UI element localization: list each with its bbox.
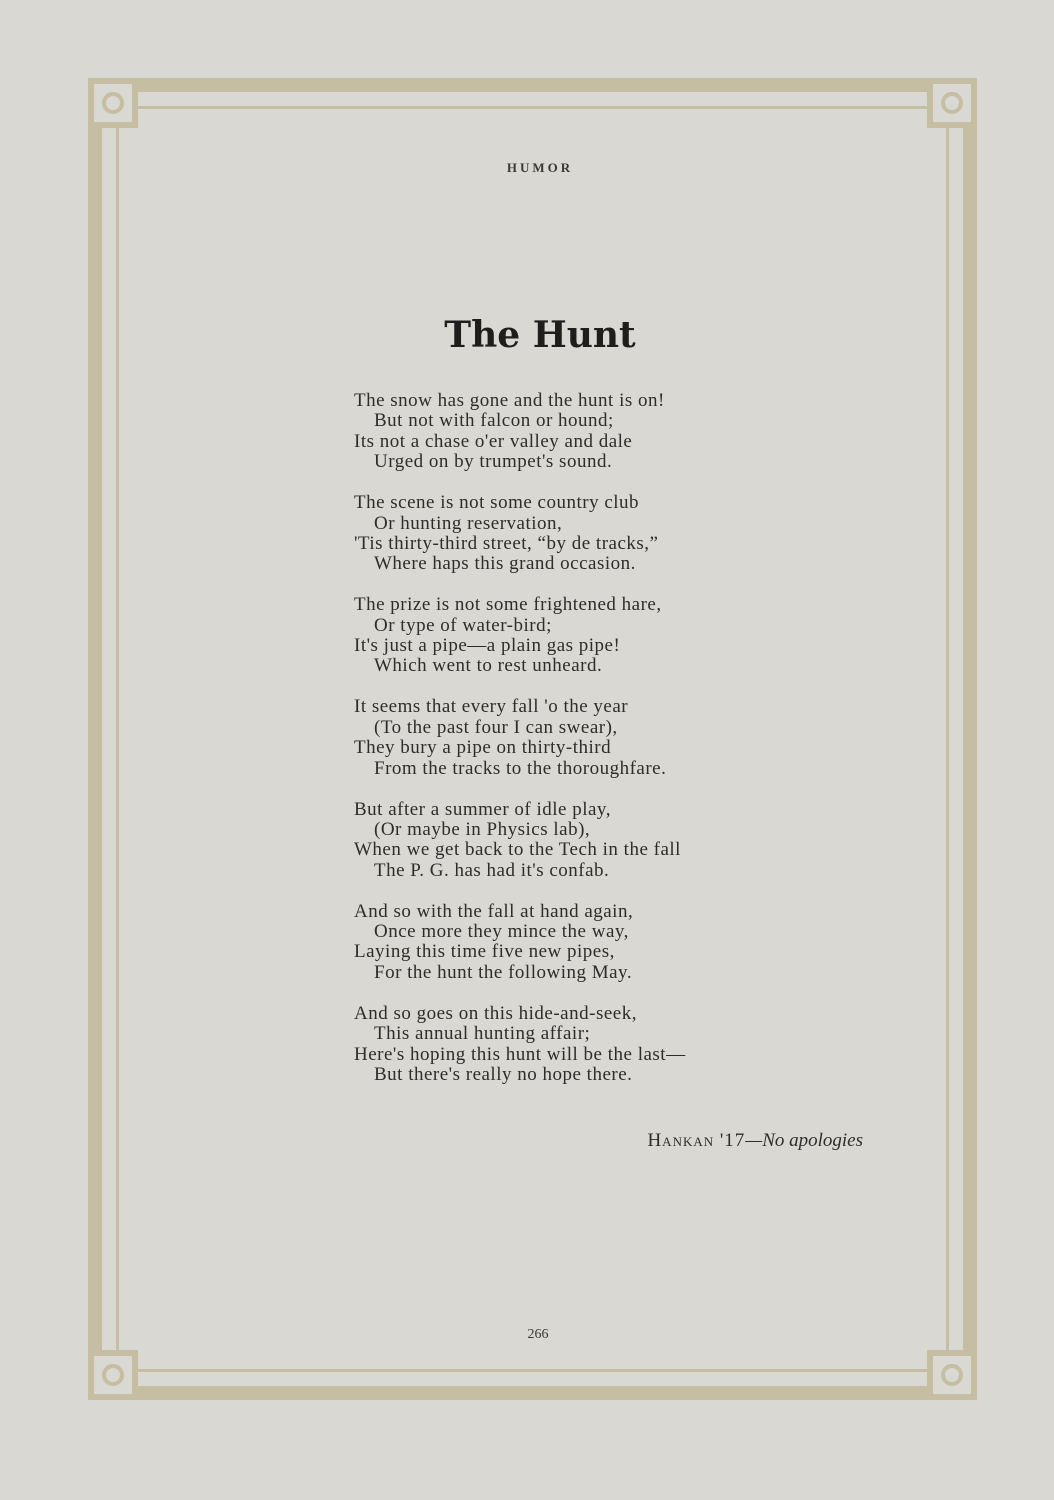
poem-line: But there's really no hope there. [374,1063,633,1085]
poem-line: For the hunt the following May. [374,961,633,983]
poem-line: Where haps this grand occasion. [374,553,636,575]
corner-ornament-bottom-left [88,1350,138,1400]
poem-line: The prize is not some frightened hare, [354,594,662,616]
corner-ornament-top-right [927,78,977,128]
poem-line: Its not a chase o'er valley and dale [354,430,633,452]
stanza [354,1004,774,1086]
page-number: 266 [527,1327,549,1342]
poem-line: The P. G. has had it's confab. [374,859,610,881]
poem-line: (Or maybe in Physics lab), [374,818,591,840]
author-signature [647,1130,863,1152]
poem-line: Or hunting reservation, [374,512,563,534]
stanza [354,493,774,575]
poem-line: When we get back to the Tech in the fall [354,839,681,861]
poem-line: This annual hunting affair; [374,1023,591,1045]
poem-line: It's just a pipe—a plain gas pipe! [354,635,621,657]
corner-ornament-bottom-right [927,1350,977,1400]
poem-line: But not with falcon or hound; [374,410,614,432]
poem-line: The scene is not some country club [354,492,640,514]
poem-line: Here's hoping this hunt will be the last— [354,1043,686,1065]
poem-line: And so with the fall at hand again, [354,900,634,922]
poem-line: It seems that every fall 'o the year [354,696,629,718]
stanza [354,391,774,473]
poem-line: Once more they mince the way, [374,921,629,943]
stanza [354,595,774,677]
corner-ornament-top-left [88,78,138,128]
stanza [354,902,774,984]
poem-line: (To the past four I can swear), [374,716,618,738]
author-name: Hankan '17 [647,1130,746,1151]
author-note: —No apologies [745,1130,863,1151]
poem-body [354,391,774,1106]
stanza [354,800,774,882]
poem-line: Laying this time five new pipes, [354,941,615,963]
poem-line: From the tracks to the thoroughfare. [374,757,667,779]
poem-line: They bury a pipe on thirty-third [354,737,612,759]
poem-line: Urged on by trumpet's sound. [374,451,613,473]
poem-line: 'Tis thirty-third street, “by de tracks,” [354,532,659,554]
poem-line: Or type of water-bird; [374,614,552,636]
stanza [354,697,774,779]
poem-line: The snow has gone and the hunt is on! [354,390,665,411]
section-heading: HUMOR [506,160,574,175]
poem-line: Which went to rest unheard. [374,655,603,677]
poem-line: But after a summer of idle play, [354,798,611,820]
poem-title: The Hunt [444,314,636,356]
poem-line: And so goes on this hide-and-seek, [354,1002,637,1024]
